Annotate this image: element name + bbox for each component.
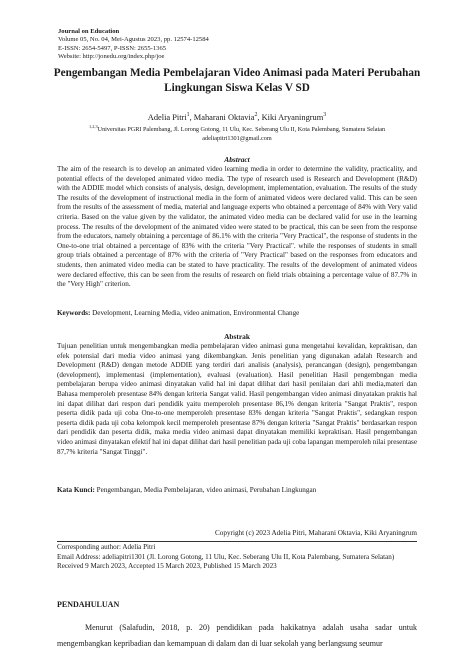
author-name: Adelia Pitri	[147, 113, 187, 122]
journal-volume: Volume 05, No. 04, Mei-Agustus 2023, pp. 12574-12584	[58, 36, 209, 44]
affiliation-text: Universitas PGRI Palembang, Jl. Lorong Gotong, 11 Ulu, Kec. Seberang Ulu II, Kota Palembang, Sumatera Selatan	[97, 126, 386, 133]
journal-header	[58, 28, 209, 62]
abstract-text: The aim of the research is to develop an animated video learning media in order to determine the validity, practicality, and potential effects of the developed animated video media. The type of research used is Research and Development (R&D) with the ADDIE model which consists of analysis, design, development, implementation, evaluation. The results of the study The results of the development of instructional media in the form of animated videos were declared valid. This can be seen from the results of the assessment of media, material and language experts who obtained a percentage of 84% with Very valid criteria. Based on the value given by the validator, the animated video media can be declared valid for use in the learning process. The results of the development of the animated video were stated to be practical, this can be seen from the response from the educators, namely obtaining a percentage of 86.1% with the criteria "Very Practical", the response of students in the One-to-one trial obtained a percentage of 83% with the criteria "Very Practical". while the responses of students in small group trials obtained a percentage of 87% with the criteria of "Very Practical" based on the responses from educators and students, then animated video media can be stated to have practicality. The results of the development of animated videos were declared effective, this can be seen from the results of research on field trials obtaining a percentage value of 87.7% in the "Very High" criterion.	[57, 165, 417, 289]
keywords-label: Keywords:	[57, 309, 91, 317]
correspondence-block	[57, 543, 417, 572]
affiliation	[30, 123, 444, 143]
keywords-text: Development, Learning Media, video animation, Environmental Change	[90, 309, 300, 317]
correspondence-email: Email Address: adeliapitri1301 (Jl. Lorong Gotong, 11 Ulu, Kec. Seberang Ulu II, Kota Palembang, Sumatera Selatan)	[57, 552, 395, 561]
author-sup: 2	[254, 112, 258, 119]
paper-title: Pengembangan Media Pembelajaran Video Animasi pada Materi Perubahan Lingkungan Siswa Kelas V SD	[53, 67, 421, 94]
corresponding-author: Corresponding author: Adelia Pitri	[57, 543, 156, 551]
author-name: , Maharani Oktavia	[189, 113, 255, 122]
author-sup: 3	[323, 112, 327, 119]
kata-kunci-label: Kata Kunci:	[57, 486, 95, 494]
author-name: , Kiki Aryaningrum	[257, 113, 324, 122]
copyright-notice: Copyright (c) 2023 Adelia Pitri, Maharani Oktavia, Kiki Aryaningrum	[214, 529, 417, 537]
journal-website[interactable]: Website: http://jonedu.org/index.php/joe	[58, 53, 165, 61]
journal-name: Journal on Education	[58, 28, 120, 35]
author-list	[40, 113, 434, 122]
author-email[interactable]: adeliapitri1301@gmail.com	[202, 134, 272, 142]
section-paragraph: Menurut (Salafudin, 2018, p. 20) pendidikan pada hakikatnya adalah usaha sadar untuk mengembangkan kepribadian dan kemampuan di dalam dan di luar sekolah yang berlangsung seumur	[57, 623, 417, 648]
abstrak-text: Tujuan penelitian untuk mengembangkan media pembelajaran video animasi guna mengetahui kevalidan, kepraktisan, dan efek potensial dari media video animasi yang dikembangkan. Jenis penelitian yang digunakan adalah Research and Development (R&D) dengan metode ADDIE yang terdiri dari analisis (analysis), perancangan (design), pengembangan (development), implementasi (implementation), evaluasi (evaluation). Hasil penelitian Hasil pengembngan media pembelajaran berupa video animasi dinyatakan valid hal ini dapat dilihat dari hasil penilaian dari ahli media,materi dan Bahasa memperoleh presentase 84% dengan kriteria Sangat valid. Hasil pengembangan video animasi dinyatakan praktis hal ini dapat dilihat dari respon dari pendidik yaitu memperoleh presentase 86,1% dengan kriteria "Sangat Praktis", respon peserta didik pada uji coba One-to-one memperoleh presentase 83% dengan kriteria "Sangat Praktis", sedangkan respon peserta didik pada uji coba kelompok kecil memperoleh presentase 87% dengan kriteria "Sangat Praktis" berdasarkan respon dari pendidik dan peserta didik, maka media video animasi dapat dinyatakan memiliki kepraktisan. Hasil pengembangan video animasi dinyatakan efektif hal ini dapat dilihat dari hasil penelitian pada uji coba lapangan memperoleh nilai presentase 87,7% kriteria "Sangat Tinggi".	[57, 342, 417, 456]
section-heading: PENDAHULUAN	[57, 600, 120, 609]
abstrak-heading: Abstrak	[224, 332, 250, 341]
divider	[57, 541, 417, 542]
affiliation-sup: 1,2,3	[88, 123, 98, 129]
journal-issn: E-ISSN: 2654-5497, P-ISSN: 2655-1365	[58, 44, 167, 52]
author-sup: 1	[186, 112, 190, 119]
kata-kunci	[57, 486, 417, 496]
kata-kunci-text: Pengembangan, Media Pembelajaran, video animasi, Perubahan Lingkungan	[94, 486, 317, 494]
keywords	[57, 309, 417, 319]
received-dates: Received 9 March 2023, Accepted 15 March 2023, Published 15 March 2023	[57, 562, 277, 571]
abstract-heading: Abstract	[224, 155, 250, 164]
